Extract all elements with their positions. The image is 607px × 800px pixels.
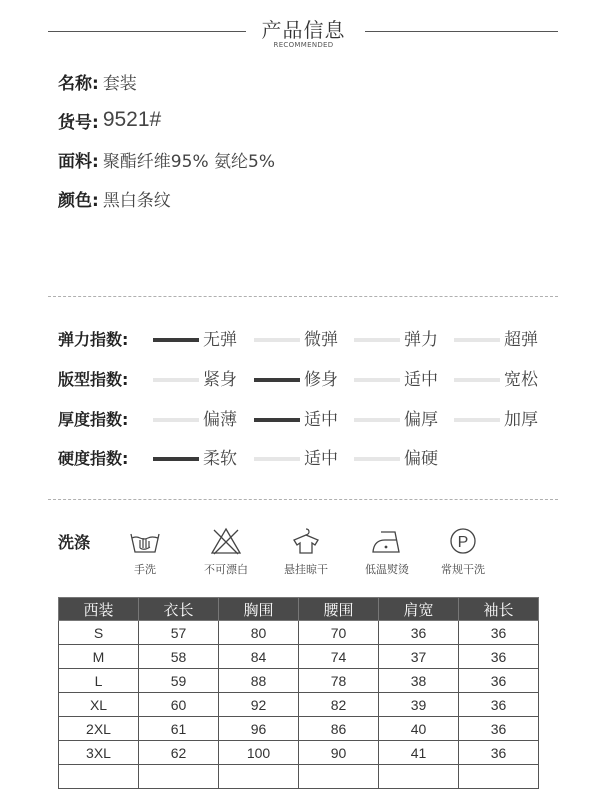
wash-text: 常规干洗 (441, 563, 485, 576)
index-option (354, 367, 464, 393)
index-bar (153, 378, 199, 382)
index-label: 硬度指数: (58, 449, 129, 468)
table-cell: 90 (299, 741, 379, 765)
wash-item-dry-clean (423, 524, 503, 580)
index-bar (454, 418, 500, 422)
table-row (59, 717, 539, 741)
divider (48, 296, 558, 297)
svg-text:P: P (457, 534, 469, 551)
table-row (59, 741, 539, 765)
table-cell: 41 (379, 741, 459, 765)
index-bar (354, 457, 400, 461)
table-cell: 60 (139, 693, 219, 717)
info-label: 面料: (58, 151, 99, 172)
table-cell: 62 (139, 741, 219, 765)
table-cell: 80 (219, 621, 299, 645)
index-bar-active (153, 338, 199, 342)
index-option-label: 适中 (304, 449, 338, 469)
table-cell (379, 765, 459, 789)
info-row-name (58, 68, 137, 94)
info-value: 黑白条纹 (102, 190, 171, 211)
table-header-cell: 腰围 (299, 598, 379, 621)
index-row (58, 446, 568, 472)
table-cell: 36 (459, 717, 539, 741)
index-option (254, 446, 364, 472)
wash-item-low-iron (347, 524, 427, 580)
index-option (153, 446, 263, 472)
table-cell: 61 (139, 717, 219, 741)
wash-item-hand-wash (105, 524, 185, 580)
index-bar (354, 338, 400, 342)
info-label: 货号: (58, 112, 99, 133)
wash-text: 悬挂晾干 (284, 563, 328, 576)
wash-item-hang-dry (266, 524, 346, 580)
divider (48, 499, 558, 500)
table-cell: 37 (379, 645, 459, 669)
index-bar-active (254, 378, 300, 382)
wash-label: 洗涤 (58, 533, 91, 552)
index-option (153, 327, 263, 353)
table-cell: 58 (139, 645, 219, 669)
no-bleach-icon (208, 526, 244, 556)
table-cell: 40 (379, 717, 459, 741)
index-row (58, 327, 568, 353)
table-cell: 36 (379, 621, 459, 645)
table-cell: 88 (219, 669, 299, 693)
index-option (354, 446, 464, 472)
table-cell (139, 765, 219, 789)
table-cell: 2XL (59, 717, 139, 741)
index-option-label: 修身 (304, 370, 338, 390)
table-cell: 57 (139, 621, 219, 645)
info-value: 聚酯纤维95% 氨纶5% (102, 151, 275, 172)
table-row (59, 765, 539, 789)
index-option-label: 无弹 (203, 330, 237, 350)
hang-dry-icon (288, 526, 324, 556)
table-cell: 74 (299, 645, 379, 669)
info-value: 9521# (102, 108, 162, 131)
info-row-sku (58, 107, 161, 133)
table-cell: 39 (379, 693, 459, 717)
table-cell (219, 765, 299, 789)
wash-text: 不可漂白 (204, 563, 248, 576)
table-row (59, 645, 539, 669)
index-option (153, 407, 263, 433)
table-header-cell: 袖长 (459, 598, 539, 621)
table-cell: 36 (459, 693, 539, 717)
index-label: 版型指数: (58, 370, 129, 389)
index-label: 弹力指数: (58, 330, 129, 349)
index-option-label: 适中 (304, 410, 338, 430)
table-cell: M (59, 645, 139, 669)
table-cell: 36 (459, 645, 539, 669)
index-option-label: 宽松 (504, 370, 538, 390)
table-cell: 70 (299, 621, 379, 645)
low-iron-icon (369, 526, 405, 556)
table-cell: 78 (299, 669, 379, 693)
info-label: 名称: (58, 73, 99, 94)
table-cell: 84 (219, 645, 299, 669)
index-option-label: 紧身 (203, 370, 237, 390)
table-cell: 86 (299, 717, 379, 741)
index-option (354, 327, 464, 353)
table-row (59, 693, 539, 717)
index-option (254, 327, 364, 353)
wash-item-no-bleach (186, 524, 266, 580)
table-row (59, 669, 539, 693)
table-header-row (59, 598, 539, 621)
index-option (153, 367, 263, 393)
index-bar (454, 338, 500, 342)
table-cell: 36 (459, 621, 539, 645)
hand-wash-icon (127, 526, 163, 556)
table-cell: 82 (299, 693, 379, 717)
index-option-label: 加厚 (504, 410, 538, 430)
index-option-label: 柔软 (203, 449, 237, 469)
index-option (254, 407, 364, 433)
table-cell: L (59, 669, 139, 693)
index-option-label: 偏厚 (404, 410, 438, 430)
table-row (59, 621, 539, 645)
index-bar (254, 457, 300, 461)
table-cell (459, 765, 539, 789)
index-option (254, 367, 364, 393)
table-cell (59, 765, 139, 789)
dry-clean-icon (445, 526, 481, 556)
index-option-label: 弹力 (404, 330, 438, 350)
size-table (58, 597, 539, 789)
index-option (454, 327, 564, 353)
index-option (454, 367, 564, 393)
table-cell: 3XL (59, 741, 139, 765)
index-option-label: 超弹 (504, 330, 538, 350)
index-option (454, 407, 564, 433)
index-option-label: 微弹 (304, 330, 338, 350)
info-row-fabric (58, 146, 275, 172)
index-option (354, 407, 464, 433)
info-row-color (58, 185, 171, 211)
index-bar (454, 378, 500, 382)
section-title: 产品信息 (261, 18, 346, 42)
index-bar-active (153, 457, 199, 461)
table-cell: 59 (139, 669, 219, 693)
index-bar (254, 338, 300, 342)
index-option-label: 偏薄 (203, 410, 237, 430)
index-bar (354, 378, 400, 382)
table-cell: 92 (219, 693, 299, 717)
section-subtitle: RECOMMENDED (273, 41, 334, 49)
table-header-cell: 肩宽 (379, 598, 459, 621)
index-bar (354, 418, 400, 422)
index-label: 厚度指数: (58, 410, 129, 429)
wash-text: 低温熨烫 (365, 563, 409, 576)
index-bar (153, 418, 199, 422)
table-cell: 100 (219, 741, 299, 765)
info-label: 颜色: (58, 190, 99, 211)
index-bar-active (254, 418, 300, 422)
index-row (58, 407, 568, 433)
table-cell: 38 (379, 669, 459, 693)
wash-text: 手洗 (134, 563, 156, 576)
table-header-cell: 西装 (59, 598, 139, 621)
info-value: 套装 (102, 73, 137, 94)
table-header-cell: 胸围 (219, 598, 299, 621)
index-option-label: 偏硬 (404, 449, 438, 469)
table-header-cell: 衣长 (139, 598, 219, 621)
table-cell: 36 (459, 741, 539, 765)
table-cell: XL (59, 693, 139, 717)
table-cell: S (59, 621, 139, 645)
table-cell (299, 765, 379, 789)
index-row (58, 367, 568, 393)
table-cell: 96 (219, 717, 299, 741)
table-cell: 36 (459, 669, 539, 693)
index-option-label: 适中 (404, 370, 438, 390)
